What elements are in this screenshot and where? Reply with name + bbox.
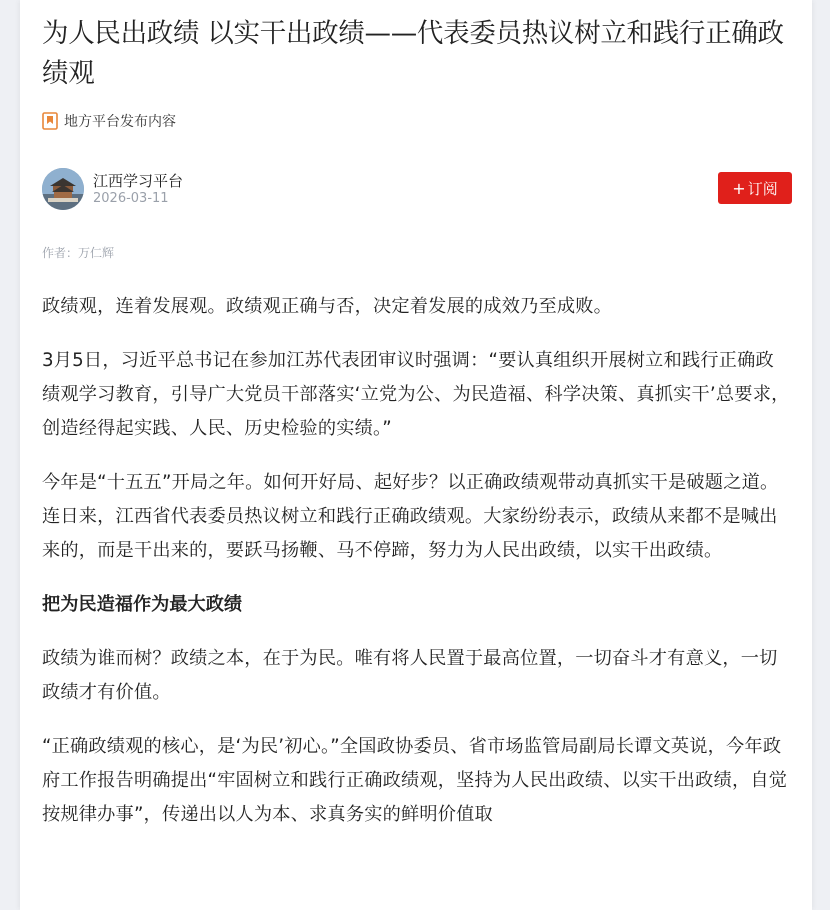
- publisher-avatar[interactable]: [42, 168, 84, 210]
- article-body: [42, 290, 792, 852]
- subscribe-label: 订阅: [747, 179, 778, 198]
- article-paragraph: 政绩为谁而树？政绩之本，在于为民。唯有将人民置于最高位置，一切奋斗才有意义，一切政绩才有价值。: [42, 648, 778, 703]
- article-title: 为人民出政绩 以实干出政绩——代表委员热议树立和践行正确政绩观: [42, 18, 784, 89]
- publish-date: 2026-03-11: [93, 191, 169, 206]
- source-tag-label: 地方平台发布内容: [64, 114, 176, 130]
- source-tag: [42, 110, 176, 132]
- section-heading: 把为民造福作为最大政绩: [42, 594, 243, 615]
- article-paragraph: “正确政绩观的核心，是‘为民’初心。”全国政协委员、省市场监管局副局长谭文英说，今年政府工作报告明确提出“牢固树立和践行正确政绩观，坚持为人民出政绩、以实干出政绩，自觉按规律办事”，传递出以人为本、求真务实的鲜明价值取: [42, 736, 788, 825]
- article-paragraph: 3月5日，习近平总书记在参加江苏代表团审议时强调：“要认真组织开展树立和践行正确政绩观学习教育，引导广大党员干部落实‘立党为公、为民造福、科学决策、真抓实干’总要求，创造经得起实践、人民、历史检验的实绩。”: [42, 350, 790, 439]
- publisher-name[interactable]: 江西学习平台: [93, 172, 184, 190]
- article-paragraph: 今年是“十五五”开局之年。如何开好局、起好步？以正确政绩观带动真抓实干是破题之道。连日来，江西省代表委员热议树立和践行正确政绩观。大家纷纷表示，政绩从来都不是喊出来的，而是干出来的，要跃马扬鞭、马不停蹄，努力为人民出政绩，以实干出政绩。: [42, 472, 779, 561]
- author-byline: 作者：万仁辉: [42, 246, 115, 260]
- article-page: [20, 0, 812, 910]
- publisher-row: [42, 168, 792, 210]
- bookmark-badge-icon: [42, 112, 58, 130]
- article-paragraph: 政绩观，连着发展观。政绩观正确与否，决定着发展的成效乃至成败。: [42, 296, 613, 317]
- plus-icon: +: [732, 178, 746, 198]
- subscribe-button[interactable]: [718, 172, 792, 204]
